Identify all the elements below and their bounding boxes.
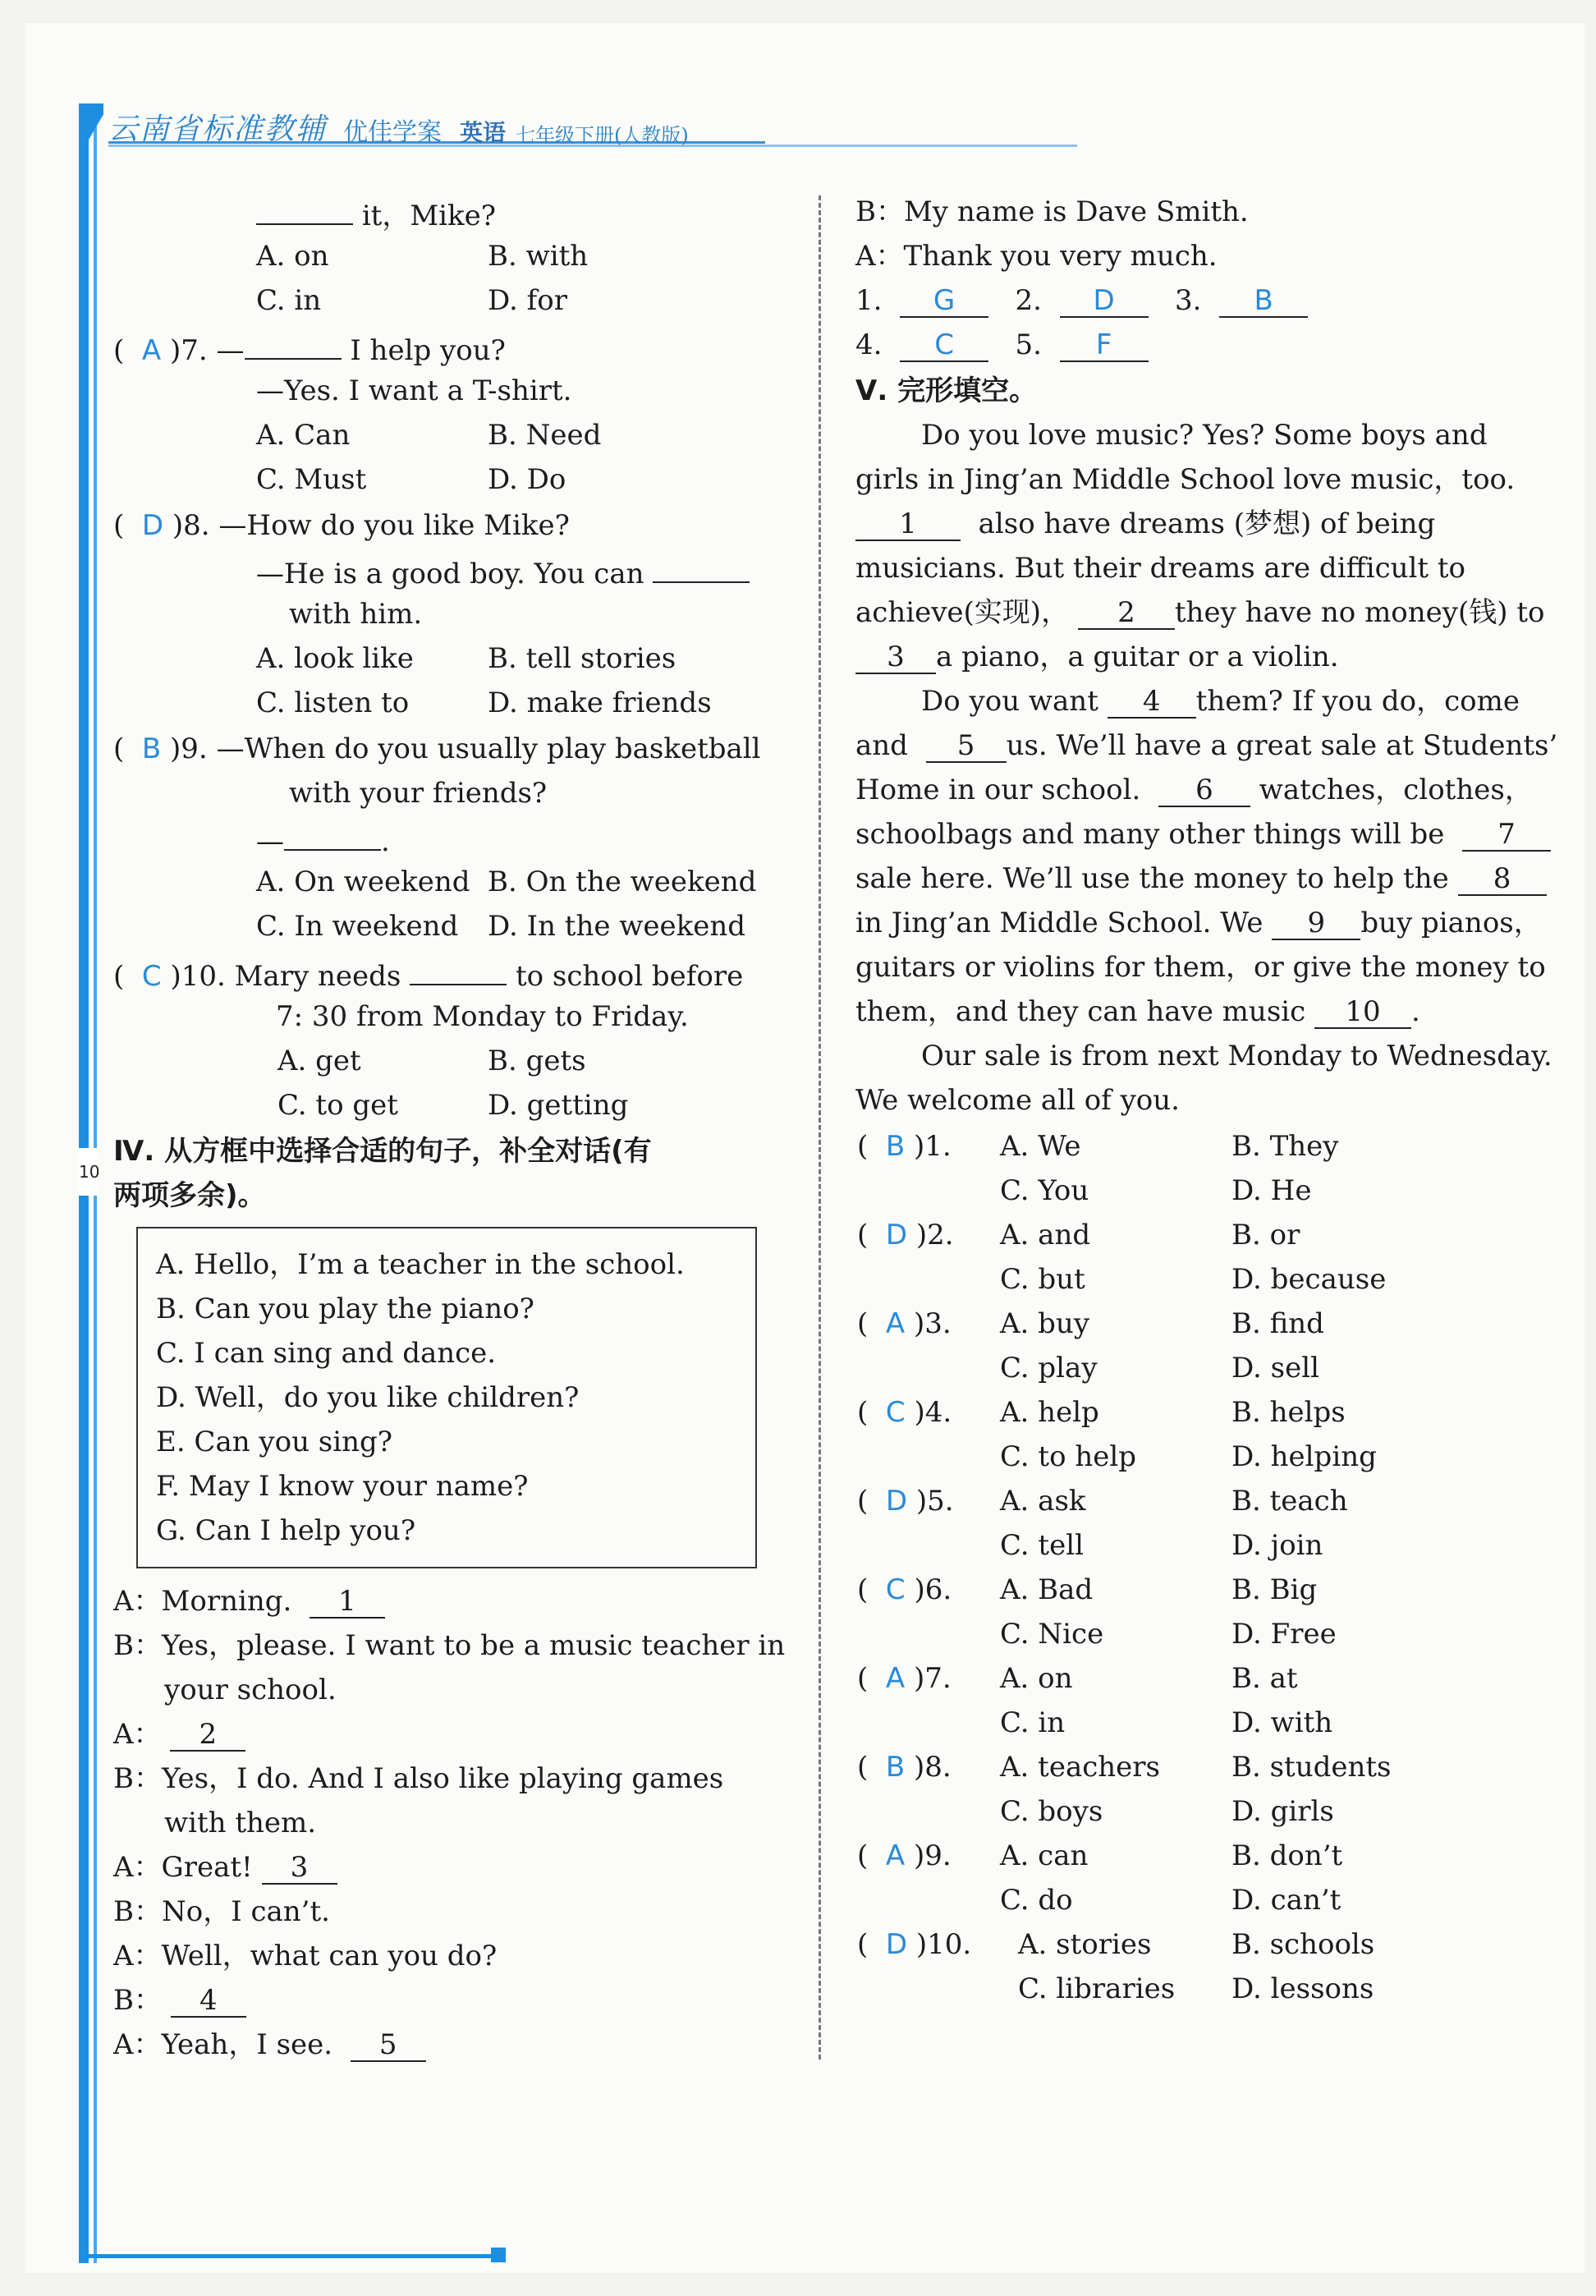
answer-4: C — [900, 329, 988, 362]
cloze-blank-1: 1 — [855, 508, 961, 541]
option-f: F. May I know your name? — [156, 1470, 529, 1503]
cloze-q6-option-b: B. Big — [1231, 1573, 1318, 1606]
q8-option-c: C. listen to — [256, 687, 410, 719]
page-header — [108, 99, 689, 148]
cloze-q7-option-d: D. with — [1231, 1706, 1333, 1739]
q8-option-a: A. look like — [256, 642, 414, 675]
cloze-q5-answer: D — [885, 1485, 908, 1518]
cloze-q8-answer: B — [885, 1751, 906, 1784]
dialog-line-4: B：Yes，I do. And I also like playing games — [113, 1762, 724, 1795]
cloze-q10-answer: D — [885, 1928, 908, 1961]
cloze-blank-7: 7 — [1462, 819, 1551, 852]
cloze-q6-number: ( C )6. — [857, 1573, 952, 1606]
cloze-blank-10: 10 — [1314, 996, 1411, 1029]
cloze-q4-option-b: B. helps — [1231, 1396, 1346, 1429]
q9-option-a: A. On weekend — [256, 866, 470, 898]
q8-line3: with him. — [289, 598, 423, 631]
passage-line-15: Our sale is from next Monday to Wednesday. — [921, 1040, 1552, 1072]
cloze-q8-number: ( B )8. — [857, 1751, 952, 1784]
q7-stem: ( A )7. — I help you? — [113, 330, 506, 367]
dialog-blank-1: 1 — [310, 1586, 385, 1619]
cloze-q1-option-b: B. They — [1231, 1130, 1339, 1163]
cloze-q2-number: ( D )2. — [857, 1219, 954, 1251]
answer-2: D — [1060, 285, 1149, 318]
cloze-q2-option-d: D. because — [1231, 1263, 1387, 1296]
passage-line-13: guitars or violins for them，or give the money to — [855, 951, 1546, 984]
cloze-q10-option-b: B. schools — [1231, 1928, 1375, 1961]
q10-option-b: B. gets — [488, 1045, 586, 1077]
cloze-q2-option-a: A. and — [1000, 1219, 1091, 1251]
q7-option-a: A. Can — [256, 419, 351, 452]
q10-option-c: C. to get — [277, 1089, 398, 1122]
cloze-q1-number: ( B )1. — [857, 1130, 952, 1163]
cloze-blank-5: 5 — [926, 730, 1007, 763]
cloze-q3-answer: A — [885, 1307, 906, 1340]
cloze-q8-option-d: D. girls — [1231, 1795, 1334, 1828]
cloze-q7-option-c: C. in — [1000, 1706, 1066, 1739]
q8-line2: —He is a good boy. You can — [256, 553, 750, 590]
cloze-q4-option-c: C. to help — [1000, 1440, 1137, 1473]
q8-option-b: B. tell stories — [488, 642, 676, 675]
cloze-q10-option-c: C. libraries — [1018, 1972, 1176, 2005]
passage-line-16: We welcome all of you. — [855, 1084, 1180, 1117]
q8-stem: ( D )8. —How do you like Mike? — [113, 509, 570, 542]
cloze-q9-answer: A — [885, 1839, 906, 1872]
option-d: D. Well，do you like children? — [156, 1381, 580, 1414]
passage-line-10: schoolbags and many other things will be 7 — [855, 818, 1551, 852]
passage-line-4: musicians. But their dreams are difficult to — [855, 552, 1466, 585]
cloze-q6-answer: C — [885, 1573, 906, 1606]
cloze-q4-number: ( C )4. — [857, 1396, 952, 1429]
cloze-q4-answer: C — [885, 1396, 906, 1429]
cloze-blank-2: 2 — [1078, 597, 1175, 630]
passage-line-7: Do you want 4 them? If you do，come — [921, 685, 1520, 718]
cloze-q1-answer: B — [885, 1130, 906, 1163]
dialog-blank-3: 3 — [262, 1852, 337, 1885]
dialog-line-4b: with them. — [164, 1807, 317, 1839]
q6-option-a: A. on — [256, 240, 329, 273]
dialog-line-2: B：Yes，please. I want to be a music teacher in — [113, 1629, 786, 1662]
q9-line2: with your friends? — [289, 777, 548, 810]
passage-line-5: achieve(实现)， 2 they have no money(钱) to — [855, 596, 1545, 629]
q8-option-d: D. make friends — [488, 687, 712, 719]
cloze-q5-option-c: C. tell — [1000, 1529, 1084, 1562]
dialog-blank-2: 2 — [170, 1719, 245, 1752]
cloze-q4-option-a: A. help — [1000, 1396, 1099, 1429]
option-g: G. Can I help you? — [156, 1514, 416, 1547]
header-subject: 英语 — [460, 119, 507, 146]
option-b: B. Can you play the piano? — [156, 1293, 534, 1325]
cloze-q9-option-a: A. can — [1000, 1839, 1089, 1872]
q9-option-d: D. In the weekend — [488, 910, 746, 943]
q10-option-d: D. getting — [488, 1089, 629, 1122]
q10-answer: C — [141, 960, 162, 993]
dialog-line-6: B：No，I can’t. — [113, 1895, 330, 1928]
section5-title: Ⅴ. 完形填空。 — [855, 374, 1038, 407]
header-series: 优佳学案 — [343, 118, 443, 147]
cloze-q5-option-d: D. join — [1231, 1529, 1323, 1562]
bottom-rule — [79, 2254, 498, 2258]
q7-option-d: D. Do — [488, 463, 566, 496]
bottom-rule-end — [491, 2248, 506, 2262]
passage-line-8: and 5 us. We’ll have a great sale at Students’ — [855, 729, 1558, 762]
q6-option-b: B. with — [488, 240, 589, 273]
column-divider — [819, 195, 821, 2060]
cloze-q5-option-b: B. teach — [1231, 1485, 1348, 1518]
q7-answer: A — [141, 334, 162, 367]
q6-stem: it，Mike? — [256, 195, 496, 232]
cloze-q9-option-d: D. can’t — [1231, 1884, 1341, 1917]
dialog-blank-4: 4 — [171, 1985, 246, 2018]
q8-answer: D — [141, 509, 164, 542]
cloze-q6-option-c: C. Nice — [1000, 1618, 1104, 1651]
cloze-q5-option-a: A. ask — [1000, 1485, 1086, 1518]
cloze-q9-number: ( A )9. — [857, 1839, 952, 1872]
cloze-q9-option-b: B. don’t — [1231, 1839, 1343, 1872]
dialog-line-3: A： 2 — [113, 1718, 245, 1752]
cloze-q10-option-d: D. lessons — [1231, 1972, 1374, 2005]
dialog-line-2b: your school. — [164, 1674, 337, 1706]
cloze-blank-3: 3 — [855, 641, 936, 674]
cloze-q1-option-d: D. He — [1231, 1174, 1312, 1207]
q9-answer: B — [141, 732, 162, 765]
cloze-q3-number: ( A )3. — [857, 1307, 952, 1340]
cloze-q7-option-b: B. at — [1231, 1662, 1298, 1695]
cloze-q8-option-b: B. students — [1231, 1751, 1392, 1784]
page-number: 10 — [79, 1148, 97, 1196]
dialog-line-8: B： 4 — [113, 1984, 246, 2018]
cloze-q7-answer: A — [885, 1662, 906, 1695]
cloze-q6-option-d: D. Free — [1231, 1618, 1337, 1651]
cloze-q10-option-a: A. stories — [1018, 1928, 1152, 1961]
cloze-blank-4: 4 — [1108, 686, 1196, 719]
q9-option-c: C. In weekend — [256, 910, 459, 943]
q10-option-a: A. get — [277, 1045, 361, 1077]
answer-5: F — [1060, 329, 1149, 362]
dialog-line-5: A：Great! 3 — [113, 1851, 337, 1885]
cloze-q2-answer: D — [885, 1219, 908, 1251]
cloze-q9-option-c: C. do — [1000, 1884, 1073, 1917]
cloze-blank-6: 6 — [1158, 774, 1250, 807]
answer-1: G — [900, 285, 988, 318]
passage-line-12: in Jing’an Middle School. We 9 buy pianos， — [855, 907, 1542, 939]
cloze-q3-option-d: D. sell — [1231, 1352, 1319, 1384]
passage-line-3: 1 also have dreams (梦想) of being — [855, 507, 1435, 541]
q6-option-c: C. in — [256, 284, 322, 317]
option-c: C. I can sing and dance. — [156, 1337, 497, 1370]
cloze-q2-option-c: C. but — [1000, 1263, 1085, 1296]
passage-line-6: 3 a piano，a guitar or a violin. — [855, 641, 1339, 674]
cloze-q3-option-c: C. play — [1000, 1352, 1098, 1384]
passage-line-1: Do you love music? Yes? Some boys and — [921, 419, 1488, 452]
q9-answer-line: — . — [256, 821, 390, 858]
cloze-q3-option-a: A. buy — [1000, 1307, 1090, 1340]
dialog-line-1: A：Morning. 1 — [113, 1585, 385, 1619]
cloze-q4-option-d: D. helping — [1231, 1440, 1377, 1473]
cloze-q3-option-b: B. find — [1231, 1307, 1324, 1340]
q7-option-b: B. Need — [488, 419, 602, 452]
section4-answers-row2: 4. C 5. F — [855, 328, 1149, 362]
dialog-line-7: A：Well，what can you do? — [113, 1940, 498, 1972]
section4-title-line1: Ⅳ. 从方框中选择合适的句子，补全对话(有 — [113, 1135, 652, 1168]
q9-stem: ( B )9. —When do you usually play basketball — [113, 732, 761, 765]
q7-option-c: C. Must — [256, 463, 367, 496]
cloze-q8-option-c: C. boys — [1000, 1795, 1103, 1828]
header-brand: 云南省标准教辅 — [108, 113, 328, 146]
cloze-blank-9: 9 — [1272, 907, 1360, 940]
header-grade: 七年级下册(人教版) — [516, 124, 689, 147]
passage-line-14: them，and they can have music 10 . — [855, 995, 1420, 1028]
option-e: E. Can you sing? — [156, 1426, 393, 1458]
dialog-line-9: A：Yeah，I see. 5 — [113, 2028, 426, 2062]
cloze-q10-number: ( D )10. — [857, 1928, 972, 1961]
cloze-q6-option-a: A. Bad — [1000, 1573, 1094, 1606]
passage-line-2: girls in Jing’an Middle School love music，too. — [855, 463, 1516, 496]
cloze-q5-number: ( D )5. — [857, 1485, 954, 1518]
cloze-q7-number: ( A )7. — [857, 1662, 952, 1695]
dialog-blank-5: 5 — [351, 2029, 426, 2062]
cloze-blank-8: 8 — [1458, 863, 1547, 896]
cloze-q8-option-a: A. teachers — [1000, 1751, 1160, 1784]
cloze-q1-option-c: C. You — [1000, 1174, 1089, 1207]
q9-option-b: B. On the weekend — [488, 866, 757, 898]
q6-option-d: D. for — [488, 284, 567, 317]
passage-line-11: sale here. We’ll use the money to help the 8 — [855, 862, 1547, 896]
cloze-q7-option-a: A. on — [1000, 1662, 1073, 1695]
q10-stem: ( C )10. Mary needs to school before — [113, 956, 743, 993]
cloze-q1-option-a: A. We — [1000, 1130, 1081, 1163]
passage-line-9: Home in our school. 6 watches，clothes， — [855, 774, 1533, 806]
dialog-line-10: B：My name is Dave Smith. — [855, 195, 1249, 228]
q10-line2: 7: 30 from Monday to Friday. — [276, 1000, 689, 1033]
dialog-line-11: A：Thank you very much. — [855, 240, 1218, 273]
option-a: A. Hello，I’m a teacher in the school. — [156, 1248, 685, 1281]
answer-3: B — [1219, 285, 1308, 318]
q7-reply: —Yes. I want a T-shirt. — [256, 374, 572, 407]
section4-answers-row1: 1. G 2. D 3. B — [855, 284, 1308, 318]
section4-title-line2: 两项多余)。 — [113, 1179, 266, 1212]
cloze-q2-option-b: B. or — [1231, 1219, 1300, 1251]
